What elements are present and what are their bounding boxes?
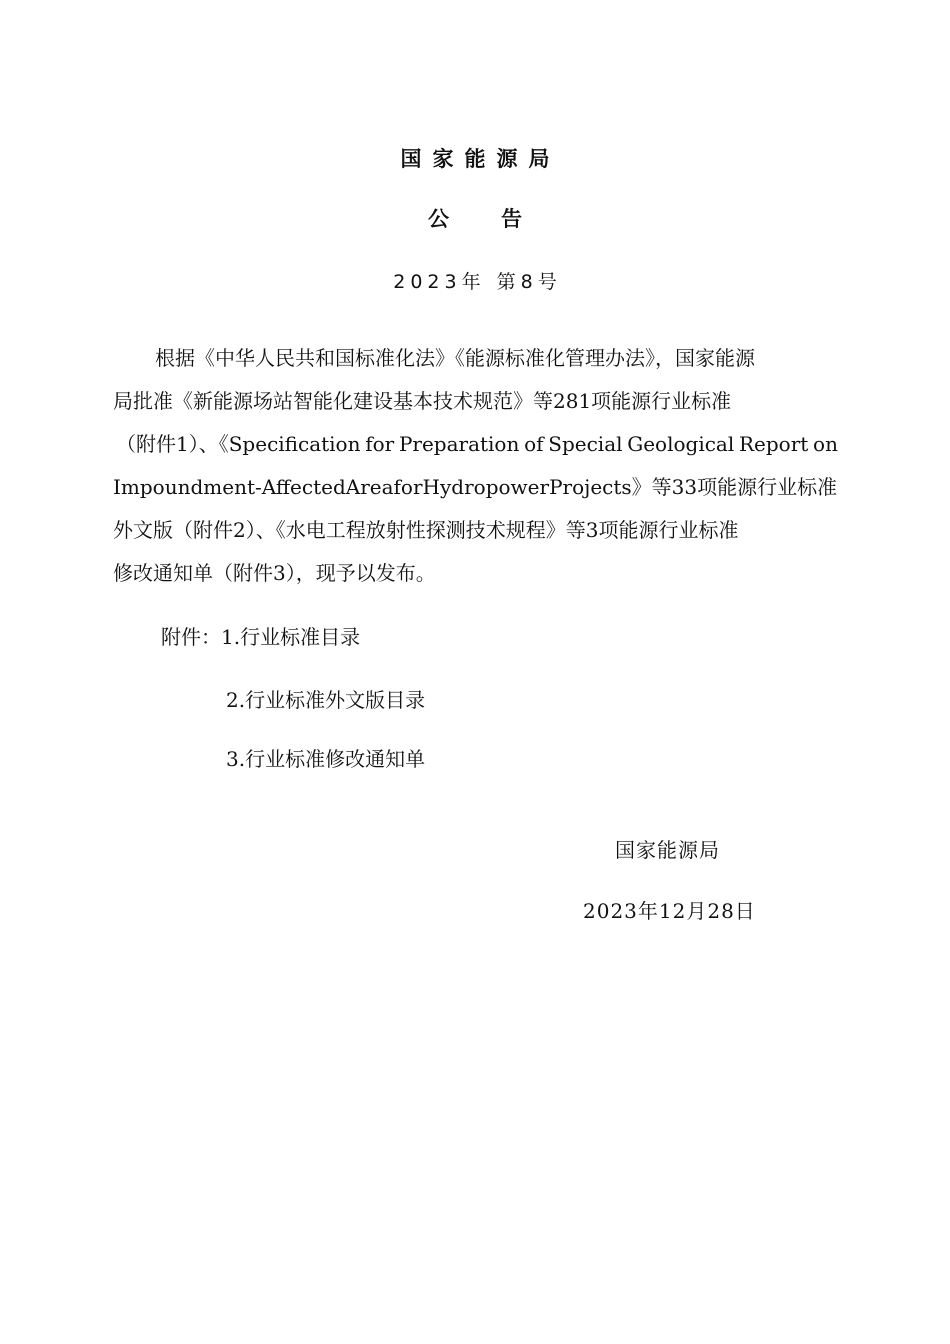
body-line-4	[113, 473, 837, 501]
body-line-5: 外文版（附件2）、《水电工程放射性探测技术规程》等3项能源行业标准	[113, 518, 739, 542]
attachment-item-3: 3.行业标准修改通知单	[226, 747, 426, 771]
signature-date: 2023年12月28日	[583, 899, 756, 923]
body-line-3-word: of	[524, 432, 544, 456]
signature-issuer: 国家能源局	[615, 838, 720, 862]
issuer-heading: 国家能源局	[400, 147, 561, 171]
body-line-4-word: Impoundment-AffectedArea	[113, 475, 394, 499]
body-line-3-word: Report	[738, 432, 809, 456]
attachment-item-1-text: 1.行业标准目录	[221, 625, 361, 649]
body-line-4-word: Projects》等33项能源行业标准	[549, 475, 838, 499]
doc-type-right-char: 告	[501, 207, 522, 231]
body-line-4-word: for	[393, 475, 423, 499]
attachment-item-1	[161, 623, 360, 651]
body-line-3-word: Geological	[627, 432, 735, 456]
body-line-1: 根据《中华人民共和国标准化法》《能源标准化管理办法》，国家能源	[155, 346, 755, 370]
body-line-3-word: Special	[548, 432, 623, 456]
body-line-3	[116, 430, 838, 458]
body-line-3-word: for	[365, 432, 395, 456]
doc-number: 2023年 第8号	[393, 271, 562, 293]
body-line-4-word: Hydropower	[422, 475, 550, 499]
doc-type-heading	[0, 203, 950, 233]
body-line-2: 局批准《新能源场站智能化建设基本技术规范》等281项能源行业标准	[113, 389, 732, 413]
doc-type-left-char: 公	[428, 207, 449, 231]
attachment-item-2: 2.行业标准外文版目录	[226, 688, 426, 712]
body-line-3-word: Preparation	[398, 432, 520, 456]
body-line-3-word: （附件1）、《Specification	[116, 432, 361, 456]
body-line-6: 修改通知单（附件3），现予以发布。	[113, 561, 436, 585]
body-line-3-word: on	[813, 432, 838, 456]
attachments-label: 附件：	[161, 625, 221, 649]
